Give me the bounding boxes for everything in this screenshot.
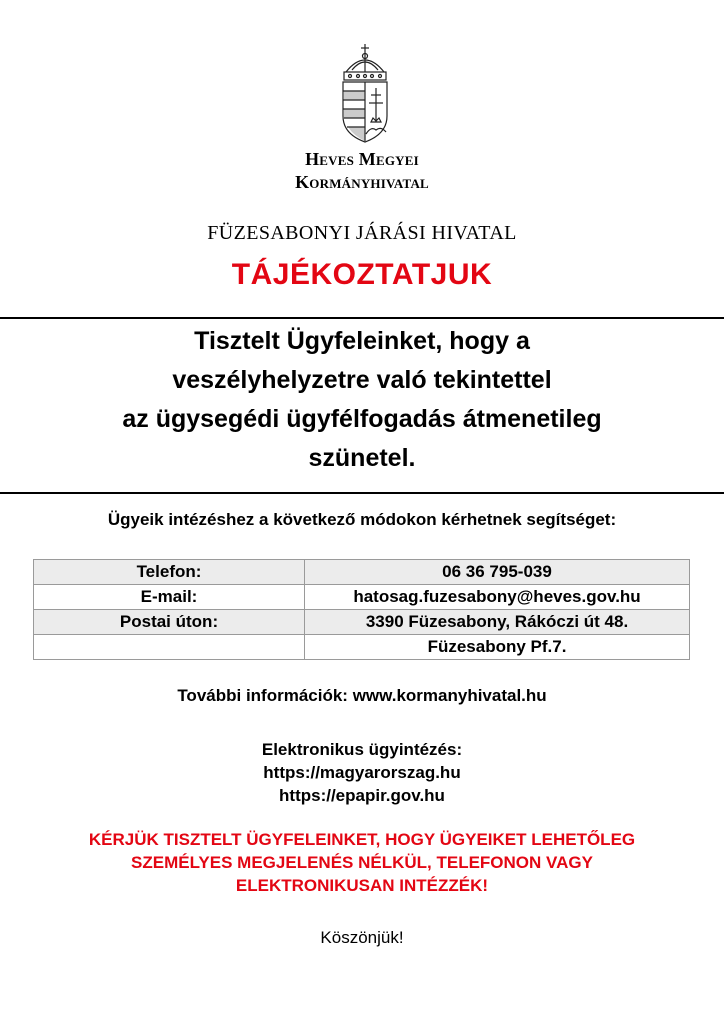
office-name-line2: Kormányhivatal [295,172,429,192]
table-row [34,585,690,610]
contact-heading: Ügyeik intézéshez a következő módokon kérhetnek segítséget: [107,510,617,529]
main-message-line: az ügysegédi ügyfélfogadás átmenetileg [122,405,602,433]
eservice-link[interactable]: https://magyarorszag.hu [263,763,461,782]
office-name-line1: Heves Megyei [305,149,419,169]
contact-value-email: hatosag.fuzesabony@heves.gov.hu [305,585,690,610]
district-office-title: FÜZESABONYI JÁRÁSI HIVATAL [207,222,517,244]
contact-table [33,559,690,660]
contact-label: Postai úton: [34,610,305,635]
contact-label [34,635,305,660]
main-message-line: szünetel. [308,444,416,472]
contact-value-address: 3390 Füzesabony, Rákóczi út 48. [305,610,690,635]
table-row [34,610,690,635]
main-message [0,322,724,478]
request-line: KÉRJÜK TISZTELT ÜGYFELEINKET, HOGY ÜGYEIKET LEHETŐLEG [88,830,636,849]
notice-title: TÁJÉKOZTATJUK [231,258,493,291]
contact-label: Telefon: [34,560,305,585]
eservice-block [0,738,724,807]
main-message-line: Tisztelt Ügyfeleinket, hogy a [194,327,530,355]
main-message-line: veszélyhelyzetre való tekintettel [172,366,552,394]
hungarian-coat-of-arms-icon [338,42,392,146]
bottom-divider [0,492,724,494]
top-divider [0,317,724,319]
closing-thanks: Köszönjük! [320,928,404,947]
request-line: ELEKTRONIKUSAN INTÉZZÉK! [235,876,489,895]
request-notice [0,828,724,897]
more-info-label: További információk: [177,686,348,705]
eservice-label: Elektronikus ügyintézés: [261,740,463,759]
table-row [34,635,690,660]
more-info [0,686,724,706]
contact-label: E-mail: [34,585,305,610]
eservice-link[interactable]: https://epapir.gov.hu [279,786,445,805]
more-info-link[interactable]: www.kormanyhivatal.hu [352,686,547,705]
table-row [34,560,690,585]
request-line: SZEMÉLYES MEGJELENÉS NÉLKÜL, TELEFONON VAGY [131,853,593,872]
contact-value-pobox: Füzesabony Pf.7. [305,635,690,660]
contact-value-phone: 06 36 795-039 [305,560,690,585]
